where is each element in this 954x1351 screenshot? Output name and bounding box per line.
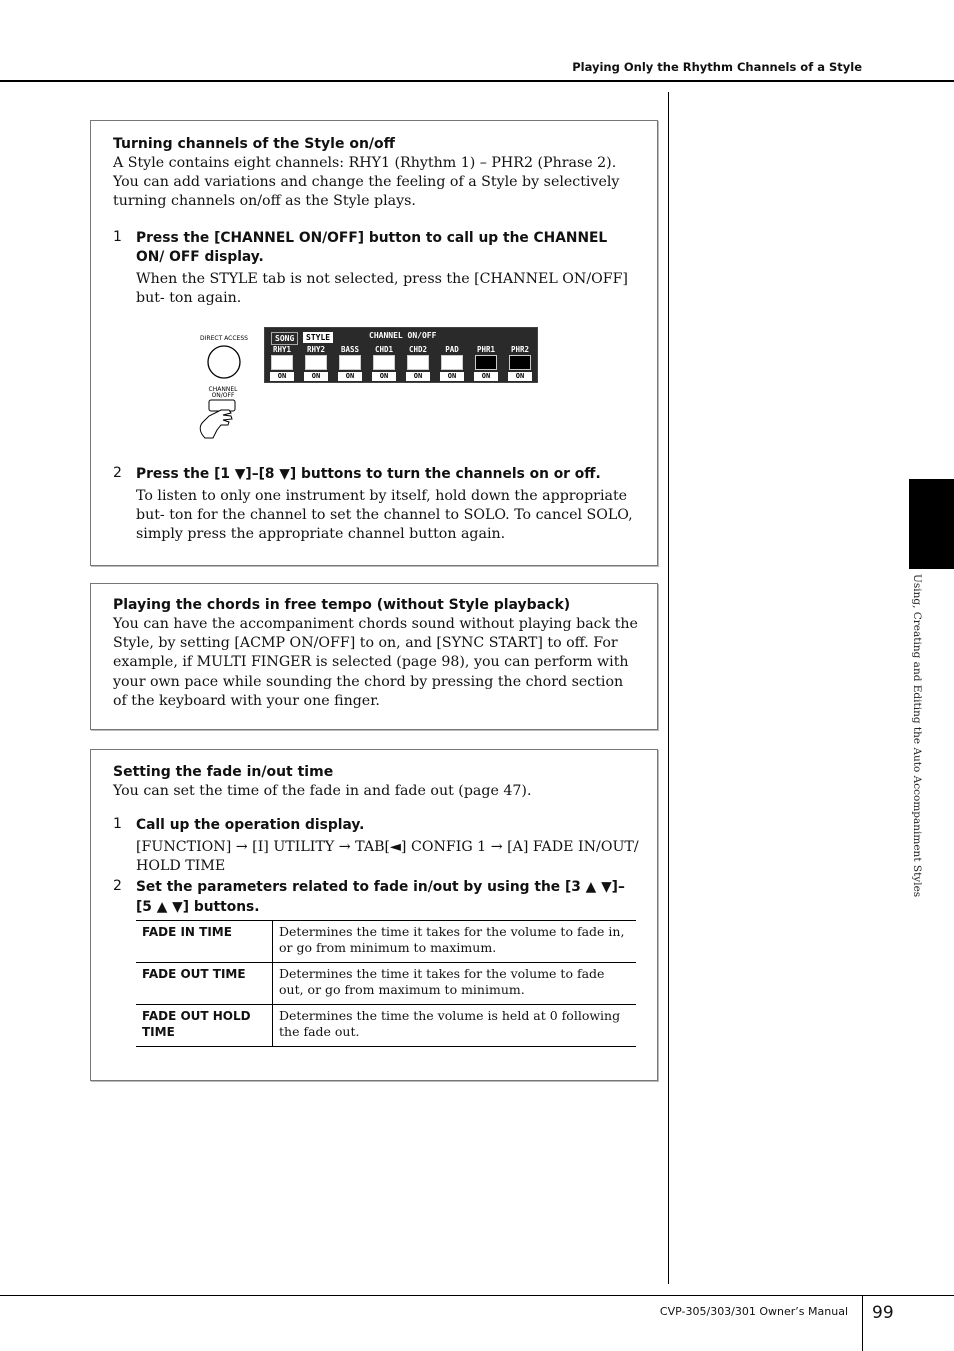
bass-icon	[339, 355, 361, 370]
parameter-description: Determines the time the volume is held at 0 following the fade out.	[273, 1005, 637, 1047]
pointing-hand-icon	[195, 398, 243, 442]
note-box-free-tempo	[90, 583, 658, 730]
header-rule	[0, 80, 954, 82]
display-tab-bar	[267, 330, 535, 343]
box-heading: Setting the fade in/out time	[113, 764, 334, 780]
channel-chd2	[403, 345, 433, 380]
guitar-icon	[373, 355, 395, 370]
channel-name: CHD1	[374, 345, 394, 354]
page-number: 99	[872, 1303, 894, 1323]
channel-rhy1	[267, 345, 297, 380]
step-body: [FUNCTION] → [I] UTILITY → TAB[◄] CONFIG 1 → [A] FADE IN/OUT/ HOLD TIME	[136, 838, 639, 874]
note-box-fade	[90, 749, 658, 1081]
channel-phr2	[505, 345, 535, 380]
channel-name: BASS	[340, 345, 360, 354]
channel-chd1	[369, 345, 399, 380]
display-title: CHANNEL ON/OFF	[369, 331, 437, 340]
box-intro: You can set the time of the fade in and fade out (page 47).	[113, 783, 532, 799]
running-header: Playing Only the Rhythm Channels of a Style	[572, 60, 862, 74]
direct-access-button-illustration	[205, 343, 243, 381]
step-2	[113, 465, 639, 544]
channel-state: ON	[406, 372, 430, 381]
column-rule	[668, 92, 669, 1284]
step-title: Set the parameters related to fade in/out by using the [3 ▲ ▼]– [5 ▲ ▼] buttons.	[136, 879, 625, 915]
channel-name: PHR1	[476, 345, 496, 354]
step-2	[113, 878, 639, 917]
empty-channel-icon	[475, 355, 497, 370]
manual-title: CVP-305/303/301 Owner’s Manual	[659, 1305, 848, 1318]
channel-onoff-label-1: CHANNEL	[208, 386, 238, 393]
step-number: 1	[113, 816, 122, 833]
box-body: You can have the accompaniment chords sound without playing back the Style, by setting [ACMP ON/OFF] to on, and [SYNC START] to off. For example, if MULTI FINGER is selected (page 98), you can perform with your own pace while sounding the chord by pressing the chord section of the keyboard with your one finger.	[113, 616, 638, 709]
step-1	[113, 816, 639, 876]
tab-song: SONG	[271, 332, 298, 345]
channel-state: ON	[270, 372, 294, 381]
step-number: 2	[113, 465, 122, 481]
box-heading: Playing the chords in free tempo (without Style playback)	[113, 597, 571, 613]
step-number: 1	[113, 228, 122, 245]
tab-style: STYLE	[303, 332, 333, 343]
piano-icon	[407, 355, 429, 370]
channel-name: CHD2	[408, 345, 428, 354]
fade-parameter-table	[136, 920, 636, 1047]
channel-state: ON	[304, 372, 328, 381]
drum-icon	[271, 355, 293, 370]
channel-onoff-label-2: ON/OFF	[211, 392, 235, 399]
channel-onoff-display	[264, 327, 538, 383]
channel-name: RHY2	[306, 345, 326, 354]
table-row	[136, 921, 636, 963]
footer-rule	[0, 1295, 954, 1296]
footer-divider	[862, 1295, 863, 1351]
parameter-description: Determines the time it takes for the volume to fade in, or go from minimum to maximum.	[273, 921, 637, 963]
channel-state: ON	[372, 372, 396, 381]
channel-phr1	[471, 345, 501, 380]
box-intro: A Style contains eight channels: RHY1 (Rhythm 1) – PHR2 (Phrase 2). You can add variations and change the feeling of a Style by selectively turning channels on/off as the Style plays.	[113, 155, 620, 210]
channel-state: ON	[338, 372, 362, 381]
channel-state: ON	[474, 372, 498, 381]
chapter-tab	[909, 479, 954, 569]
table-row	[136, 1005, 636, 1047]
direct-access-label: DIRECT ACCESS	[200, 335, 248, 342]
channel-rhy2	[301, 345, 331, 380]
channel-name: RHY1	[272, 345, 292, 354]
parameter-description: Determines the time it takes for the volume to fade out, or go from maximum to minimum.	[273, 963, 637, 1005]
channel-name: PHR2	[510, 345, 530, 354]
step-body: To listen to only one instrument by itself, hold down the appropriate but- ton for the channel to set the channel to SOLO. To cancel SOLO, simply press the appropriate channel button again.	[136, 487, 633, 542]
box-heading: Turning channels of the Style on/off	[113, 136, 395, 152]
channel-bass	[335, 345, 365, 380]
table-row	[136, 963, 636, 1005]
channel-pad	[437, 345, 467, 380]
parameter-name: FADE OUT HOLD TIME	[136, 1005, 273, 1047]
strings-icon	[441, 355, 463, 370]
parameter-name: FADE IN TIME	[136, 921, 273, 963]
chapter-tab-label: Using, Creating and Editing the Auto Accompaniment Styles	[911, 574, 923, 898]
empty-channel-icon	[509, 355, 531, 370]
channel-state: ON	[440, 372, 464, 381]
step-1	[113, 229, 639, 308]
step-title: Press the [1 ▼]–[8 ▼] buttons to turn the channels on or off.	[136, 466, 601, 482]
step-number: 2	[113, 878, 122, 895]
channel-state: ON	[508, 372, 532, 381]
parameter-name: FADE OUT TIME	[136, 963, 273, 1005]
step-body: When the STYLE tab is not selected, press the [CHANNEL ON/OFF] but- ton again.	[136, 270, 628, 306]
channel-name: PAD	[445, 345, 459, 354]
step-title: Press the [CHANNEL ON/OFF] button to call up the CHANNEL ON/ OFF display.	[136, 229, 608, 266]
drum-icon	[305, 355, 327, 370]
step-title: Call up the operation display.	[136, 817, 365, 834]
